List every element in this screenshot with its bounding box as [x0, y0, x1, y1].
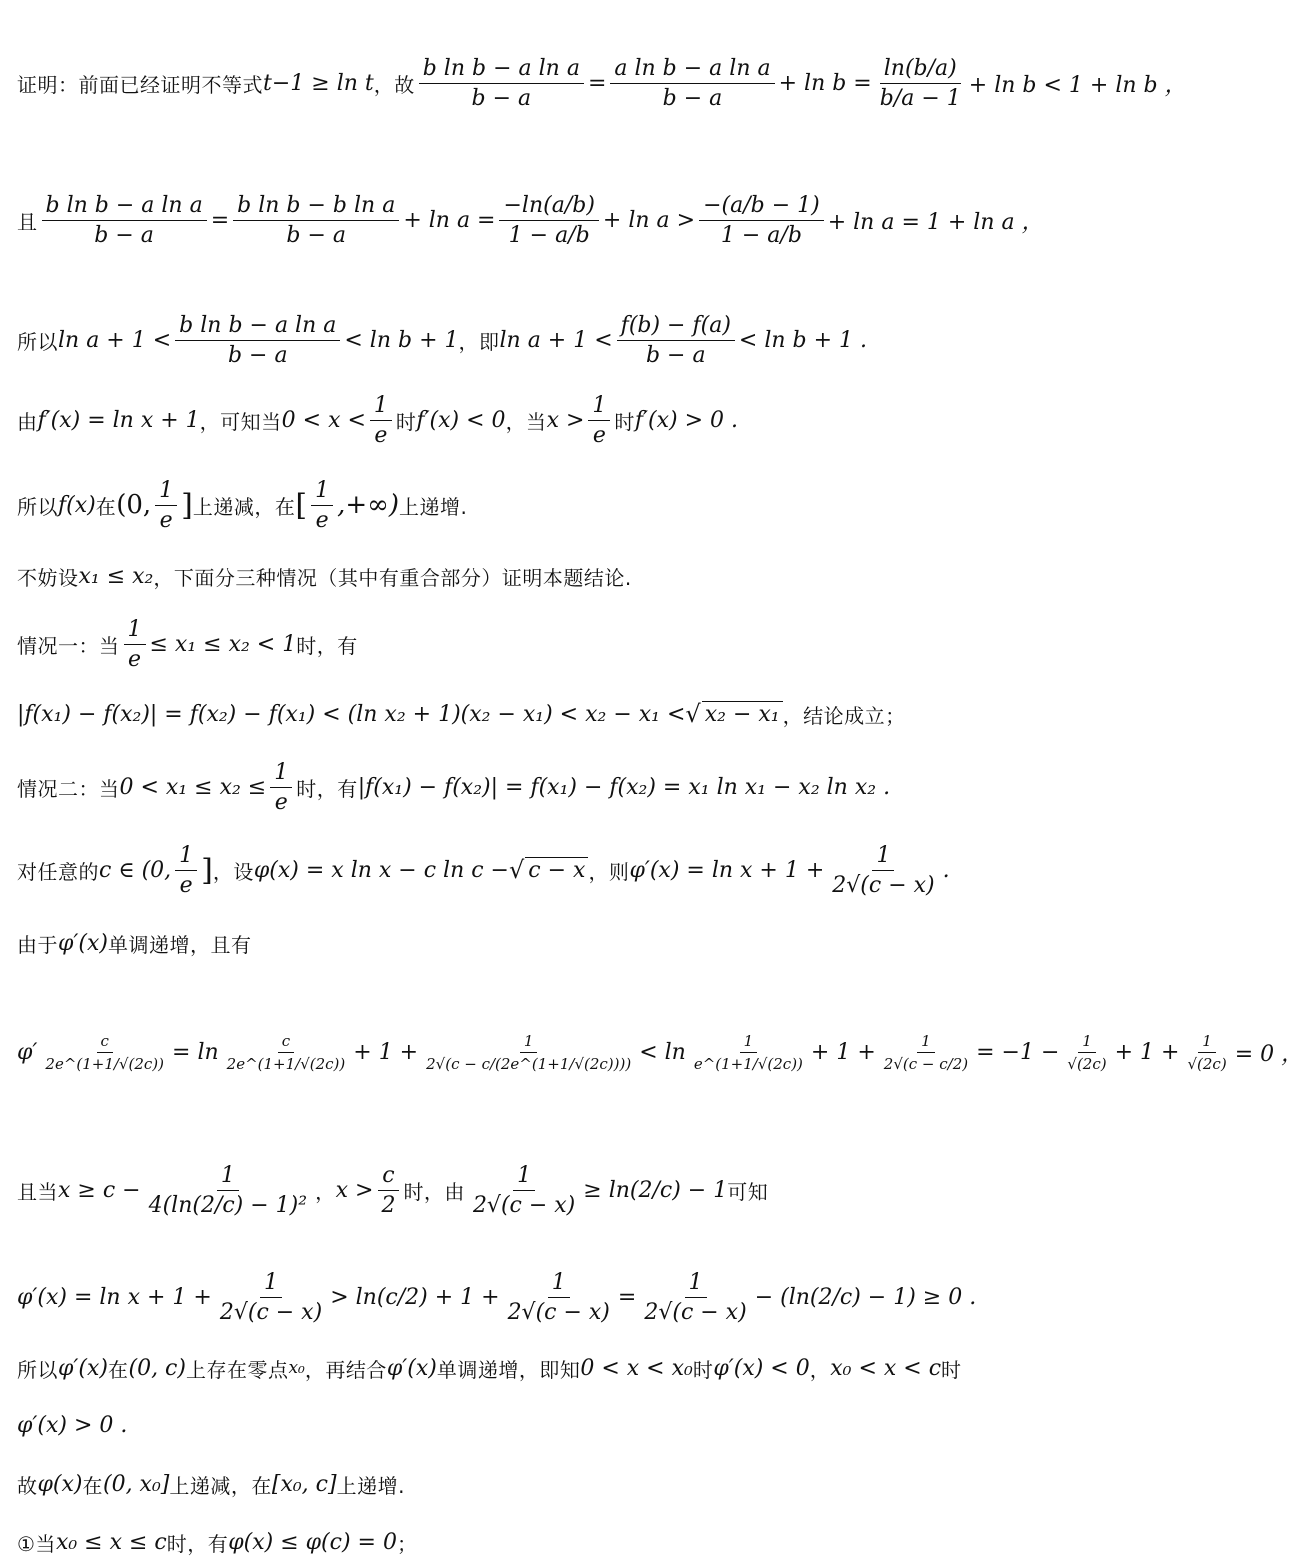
fraction [610, 56, 774, 111]
denominator: e [592, 422, 606, 448]
text: 故 [17, 1473, 38, 1498]
sqrt-sign: √ [508, 856, 525, 884]
fraction [699, 193, 824, 248]
math: ] [181, 487, 193, 523]
text: ，即 [458, 329, 500, 354]
numerator: 1 [260, 1270, 282, 1298]
text: ，则 [588, 859, 630, 884]
math: [ [295, 487, 308, 523]
numerator: 1 [124, 617, 146, 645]
line-5 [17, 475, 1069, 535]
text: 在 [95, 494, 117, 519]
denominator: 2e^(1+1/√(2c)) [45, 1054, 165, 1073]
line-10 [17, 838, 1069, 902]
denominator: 2 [381, 1192, 396, 1218]
text: ，可知当 [199, 409, 282, 434]
text: 时，有 [296, 776, 358, 801]
text: 单调递增，即知 [436, 1357, 581, 1382]
denominator: √(2c) [1187, 1054, 1227, 1073]
numerator: b ln b − a ln a [419, 56, 584, 84]
numerator: b ln b − a ln a [42, 193, 207, 221]
fraction [41, 1032, 168, 1073]
denominator: b/a − 1 [879, 85, 961, 111]
math: < ln b + 1 [344, 327, 459, 353]
fraction [311, 478, 333, 533]
text: 上存在零点 [185, 1357, 289, 1382]
text: ①当 [17, 1531, 56, 1556]
math: + ln a = [403, 207, 496, 233]
line-15 [17, 1348, 1069, 1388]
fraction [419, 56, 584, 111]
denominator: b − a [94, 222, 154, 248]
math: φ′(x) > 0 . [17, 1412, 128, 1438]
denominator: e [159, 507, 173, 533]
text: ，当 [505, 409, 547, 434]
text: 情况二：当 [17, 776, 120, 801]
math: + ln b < 1 + ln b ， [968, 72, 1187, 98]
fraction [270, 760, 292, 815]
numerator: a ln b − a ln a [610, 56, 774, 84]
math: ] [201, 852, 213, 888]
denominator: 1 − a/b [508, 222, 590, 248]
math: = [617, 1284, 637, 1310]
denominator: 2√(c − c/2) [883, 1054, 969, 1073]
math: + ln a > [602, 207, 696, 233]
line-14 [17, 1262, 1069, 1332]
numerator: b ln b − a ln a [175, 313, 340, 341]
math: < ln [639, 1039, 686, 1065]
math: φ′(x) [58, 1355, 108, 1381]
text: 在 [82, 1473, 103, 1498]
numerator: 1 [311, 478, 333, 506]
text: 时 [941, 1357, 962, 1382]
fraction [223, 1032, 350, 1073]
text: ，设 [212, 859, 254, 884]
text: 由于 [17, 932, 58, 957]
text: 所以 [17, 329, 58, 354]
math: x₀ [288, 1358, 305, 1378]
fraction [1063, 1032, 1110, 1073]
math: x > [546, 407, 585, 433]
fraction [469, 1163, 579, 1218]
math: x > [335, 1177, 374, 1203]
denominator: 2√(c − x) [219, 1299, 323, 1325]
numerator: 1 [175, 843, 197, 871]
numerator: 1 [513, 1163, 535, 1191]
line-3 [17, 305, 1069, 375]
fraction [124, 617, 146, 672]
text: 时，有 [166, 1531, 229, 1556]
text: 上递增. [398, 494, 468, 519]
sqrt-content: x₂ − x₁ [702, 701, 783, 727]
denominator: 2e^(1+1/√(2c)) [226, 1054, 346, 1073]
fraction [175, 843, 197, 898]
math: |f(x₁) − f(x₂)| = f(x₁) − f(x₂) = x₁ ln x₁ − x₂ ln x₂ . [357, 774, 891, 800]
numerator: f(b) − f(a) [617, 313, 735, 341]
fraction [828, 843, 938, 898]
denominator: 2√(c − x) [644, 1299, 747, 1325]
math: x₀ ≤ x ≤ c [55, 1529, 167, 1555]
text: 所以 [17, 494, 58, 519]
math: ≥ ln(2/c) − 1 [583, 1177, 728, 1203]
text: 单调递增，且有 [107, 932, 252, 957]
text: 上递减，在 [192, 494, 296, 519]
fraction [145, 1163, 312, 1218]
numerator: c [278, 1032, 294, 1053]
fraction [690, 1032, 807, 1073]
line-6 [17, 558, 1069, 594]
numerator: 1 [685, 1270, 707, 1298]
math: + 1 + [1114, 1039, 1180, 1065]
fraction [1183, 1032, 1230, 1073]
math: x₀ < x < c [830, 1355, 942, 1381]
math: + 1 + [810, 1039, 876, 1065]
denominator: √(2c) [1067, 1054, 1107, 1073]
math: f′(x) = ln x + 1 [37, 407, 200, 433]
denominator: b − a [662, 85, 723, 111]
math: + ln b = [778, 70, 872, 96]
text: 时 [395, 409, 417, 434]
math: < ln b + 1 . [738, 327, 868, 353]
math: ln a + 1 < [58, 327, 172, 353]
denominator: e^(1+1/√(2c)) [693, 1054, 803, 1073]
numerator: 1 [155, 478, 177, 506]
math: φ′(x) = ln x + 1 + [629, 857, 825, 883]
numerator: 1 [917, 1032, 935, 1053]
text: ，再结合 [304, 1357, 387, 1382]
denominator: e [315, 507, 329, 533]
denominator: e [127, 646, 142, 672]
math: φ(x) [37, 1471, 83, 1497]
text: 情况一：当 [17, 633, 120, 658]
text: 证明：前面已经证明不等式 [17, 72, 263, 97]
denominator: b − a [471, 85, 532, 111]
math: 0 < x₁ ≤ x₂ ≤ [119, 774, 267, 800]
text: 对任意的 [17, 859, 99, 884]
text: 可知 [727, 1179, 769, 1204]
text: 时，有 [296, 633, 358, 658]
denominator: 4(ln(2/c) − 1)² [148, 1192, 308, 1218]
text: 上递减，在 [169, 1473, 272, 1498]
text: ； [396, 1531, 418, 1556]
denominator: 2√(c − c/(2e^(1+1/√(2c)))) [426, 1054, 632, 1073]
math: [x₀, c] [271, 1471, 337, 1497]
fraction [880, 1032, 972, 1073]
math: (0, c) [128, 1355, 186, 1381]
math: f′(x) < 0 [416, 407, 506, 433]
fraction [876, 56, 965, 111]
text: ， [315, 1179, 336, 1204]
numerator: 1 [548, 1270, 570, 1298]
text: 由 [17, 409, 38, 434]
numerator: −(a/b − 1) [699, 193, 824, 221]
numerator: 1 [1078, 1032, 1096, 1053]
math: + ln a = 1 + ln a ， [827, 209, 1044, 235]
math: = ln [172, 1039, 219, 1065]
text: 且当 [17, 1179, 58, 1204]
line-4 [17, 390, 1069, 450]
fraction [617, 313, 735, 368]
math: |f(x₁) − f(x₂)| = f(x₂) − f(x₁) < (ln x₂ + 1)(x₂ − x₁) < x₂ − x₁ < [17, 701, 686, 727]
fraction [377, 1163, 399, 1218]
math: . [942, 857, 950, 883]
text: ，下面分三种情况（其中有重合部分）证明本题结论. [153, 565, 632, 590]
math: ,+∞) [337, 490, 399, 520]
numerator: 1 [872, 843, 894, 871]
fraction [42, 193, 207, 248]
math: ln a + 1 < [499, 327, 613, 353]
math: (0, x₀] [102, 1471, 170, 1497]
text: 时 [614, 409, 635, 434]
math: − (ln(2/c) − 1) ≥ 0 . [754, 1284, 977, 1310]
denominator: b − a [227, 342, 288, 368]
fraction [588, 393, 610, 448]
text: ，故 [373, 72, 415, 97]
math: φ(x) ≤ φ(c) = 0 [228, 1529, 397, 1555]
math: 0 < x < x₀ [580, 1355, 693, 1381]
line-7 [17, 614, 1069, 674]
denominator: 2√(c − x) [472, 1192, 576, 1218]
text: 不妨设 [17, 565, 79, 590]
math: φ′(x) [58, 930, 108, 956]
numerator: 1 [217, 1163, 239, 1191]
fraction [155, 478, 177, 533]
math: f′(x) > 0 . [634, 407, 739, 433]
math: c ∈ (0, [99, 857, 172, 883]
math: t−1 ≥ ln t [263, 70, 374, 96]
text: 且 [17, 209, 38, 234]
fraction [640, 1270, 750, 1325]
numerator: b ln b − b ln a [233, 193, 399, 221]
line-18 [17, 1522, 1069, 1562]
line-17 [17, 1464, 1069, 1504]
math: φ(x) = x ln x − c ln c − [253, 857, 509, 883]
text: ，结论成立； [782, 703, 906, 728]
line-13 [17, 1135, 1069, 1245]
line-8 [17, 692, 1069, 736]
numerator: 1 [520, 1032, 538, 1053]
line-1: 证明：前面已经证明不等式 t−1 ≥ ln t ，故 $\frac{\text{b ln b − a ln a}}{b - a}$ = $\frac{\text{a ln b − a ln a}}{b - a}$ + ln b = $\frac{\ln(b/a)}{b/a - 1}$ + ln b < 1 + ln b ， [17, 55, 1187, 111]
denominator: 2√(c − x) [832, 872, 935, 898]
line-2: 且 $\frac{\text{b ln b − a ln a}}{b - a}$ = $\frac{\text{b ln b − b ln a}}{b - a}$ + ln a = $\frac{-\ln(a/b)}{1 - a/b}$ + ln a > $\frac{-(a/b - 1)}{1 - a/b}$ + ln a = 1 + ln a ， [17, 192, 1044, 248]
numerator: c [97, 1032, 113, 1053]
line-11 [17, 925, 1069, 961]
denominator: b − a [645, 342, 706, 368]
fraction [233, 193, 399, 248]
numerator: 1 [588, 393, 610, 421]
math: ≤ x₁ ≤ x₂ < 1 [149, 631, 297, 657]
text: 时 [692, 1357, 714, 1382]
math: + 1 + [353, 1039, 419, 1065]
math: x ≥ c − [58, 1177, 141, 1203]
denominator: e [179, 872, 193, 898]
fraction [422, 1032, 635, 1073]
fraction [216, 1270, 326, 1325]
math: 0 < x < [281, 407, 366, 433]
math: > ln(c/2) + 1 + [330, 1284, 500, 1310]
text: 时，由 [403, 1179, 465, 1204]
text: 所以 [17, 1357, 58, 1382]
denominator: 2√(c − x) [507, 1299, 610, 1325]
text: 在 [107, 1357, 129, 1382]
sqrt-sign: √ [685, 700, 701, 728]
line-9 [17, 757, 1069, 817]
fraction [370, 393, 392, 448]
math: φ′(x) [386, 1355, 437, 1381]
math: (0, [116, 490, 152, 520]
line-16 [17, 1405, 1069, 1445]
numerator: 1 [740, 1032, 758, 1053]
math: = 0 ， [1234, 1041, 1303, 1067]
numerator: 1 [1198, 1032, 1216, 1053]
denominator: e [374, 422, 388, 448]
math: f(x) [58, 492, 96, 518]
math: φ′ [17, 1039, 38, 1065]
numerator: −ln(a/b) [499, 193, 598, 221]
numerator: 1 [370, 393, 392, 421]
line-12 [17, 992, 1303, 1112]
numerator: ln(b/a) [880, 56, 961, 84]
numerator: c [378, 1163, 398, 1191]
math: φ′(x) < 0 [713, 1355, 810, 1381]
math: = −1 − [976, 1039, 1060, 1065]
math: x₁ ≤ x₂ [78, 563, 154, 589]
fraction [175, 313, 340, 368]
denominator: e [274, 789, 288, 815]
numerator: 1 [270, 760, 292, 788]
denominator: b − a [286, 222, 347, 248]
denominator: 1 − a/b [720, 222, 802, 248]
fraction [499, 193, 598, 248]
fraction [504, 1270, 614, 1325]
text: 上递增. [336, 1473, 405, 1498]
math: φ′(x) = ln x + 1 + [17, 1284, 212, 1310]
sqrt-content: c − x [525, 857, 588, 883]
text: ， [809, 1357, 831, 1382]
